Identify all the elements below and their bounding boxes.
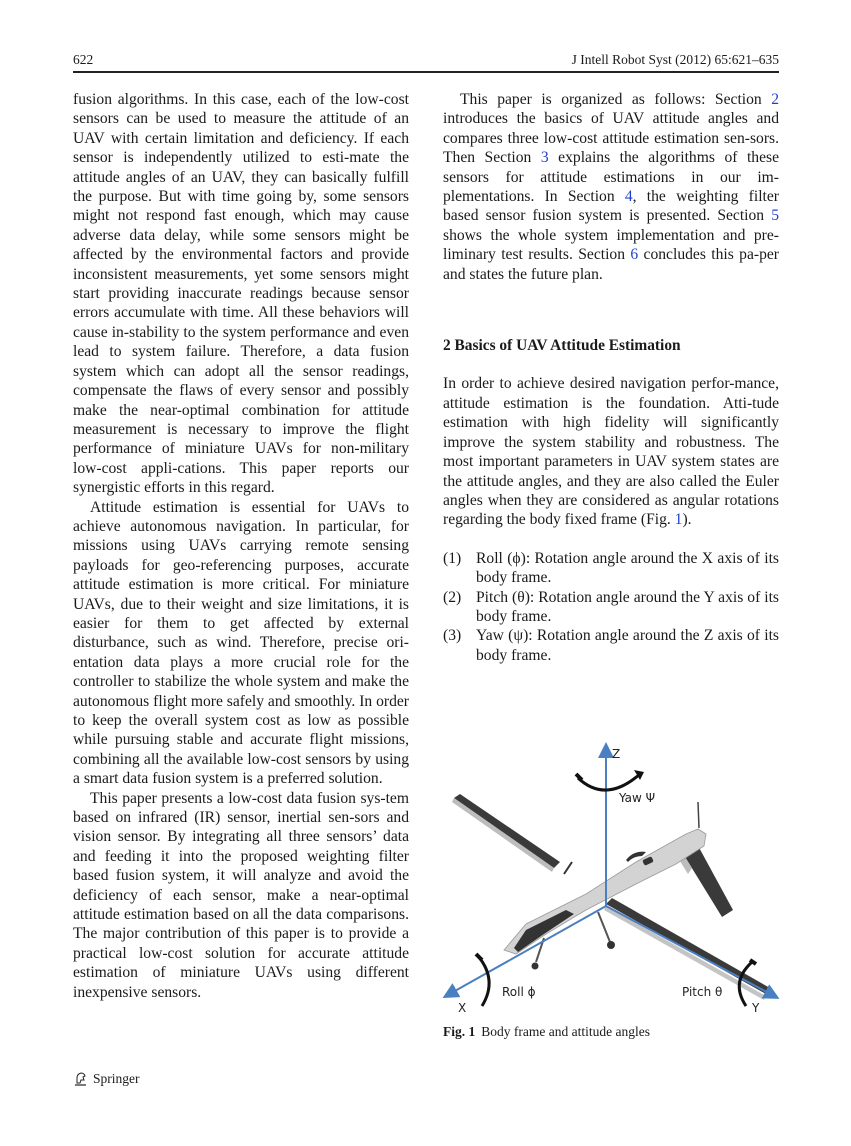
section-6-link[interactable]: 6 bbox=[630, 246, 639, 264]
springer-horse-icon bbox=[73, 1071, 89, 1087]
section-4-link[interactable]: 4 bbox=[624, 188, 633, 206]
section-heading: 2 Basics of UAV Attitude Estimation bbox=[443, 337, 681, 355]
euler-angle-list bbox=[443, 549, 779, 665]
text-run: In order to achieve desired navigation perfor-mance, attitude estimation is the foundation. Atti-tude estimation with high fidelity will significantly improve the system stability and robustness. The most important parameters in UAV system states are the attitude angles, and they are also called the Euler angles when they are considered as angular rotations regarding the body fixed frame (Fig. bbox=[443, 375, 779, 529]
body-frame-axes bbox=[446, 746, 776, 997]
publisher-footer bbox=[73, 1071, 140, 1087]
section-2-link[interactable]: 2 bbox=[771, 91, 779, 108]
figure-caption-text: Body frame and attitude angles bbox=[481, 1024, 650, 1039]
list-text: Roll (ϕ): Rotation angle around the X axis of its body frame. bbox=[476, 549, 779, 587]
paragraph: Attitude estimation is essential for UAVs to achieve autonomous navigation. In particular, for missions using UAVs carrying remote sensing payloads for geo-referencing purposes, accurate attitude estimation is more critical. For miniature UAVs, due to their weight and size limitations, it is easier for them to get affected by external disturbance, such as wind. Therefore, precise ori-entation data plays a more crucial role for the controller to stabilize the whole system and make the autonomous flight more safely and smoothly. In order to keep the overall system cost as low as possible while pursuing stable and accurate flight missions, combining all the available low-cost sensors by using a smart data fusion system is a preferred solution. bbox=[73, 498, 409, 788]
paragraph: fusion algorithms. In this case, each of the low-cost sensors can be used to measure the attitude of an UAV with certain limitation and deficiency. If each sensor is independently utilized to esti-mate the attitude angles of an UAV, they can basically fulfill the purpose. But with time going by, some sensors might not respond fast enough, which may cause adverse data delay, while some sensors might be affected by the environmental factors and provide inconsistent measurements, yet some sensors might start providing inaccurate readings because sensor errors accumulate with time. All these behaviors will cause in-stability to the system performance and even lead to system failure. Therefore, a data fusion system which can adopt all the sensor readings, compensate the flaws of every sensor and possibly make the near-optimal combination for attitude measurement is necessary to improve the flight performance of miniature UAVs for non-military low-cost appli-cations. This paper reports our synergistic efforts in this regard. bbox=[73, 91, 409, 497]
text-run: introduces the basics of UAV attitude angles and compares three low-cost attitude estimation sen-sors. Then Section bbox=[443, 110, 779, 167]
list-number: (3) bbox=[443, 627, 462, 645]
list-item bbox=[443, 626, 779, 665]
y-axis-label: Y bbox=[752, 1001, 760, 1014]
right-column bbox=[443, 90, 779, 665]
paragraph: This paper presents a low-cost data fusion sys-tem based on infrared (IR) sensor, inertial sen-sors and vision sensor. By integrating all three sensors’ data and feeding it into the proposed weighting filter based fusion system, it will analyze and avoid the deficiency of each sensor, make a near-optimal attitude estimation based on all the data comparisons. The major contribution of this paper is to provide a practical low-cost solution for accurate attitude estimation of miniature UAVs using different inexpensive sensors. bbox=[73, 789, 409, 1001]
figure-caption bbox=[443, 1024, 650, 1040]
list-number: (2) bbox=[443, 588, 462, 606]
left-column bbox=[73, 90, 409, 1002]
list-text: Yaw (ψ): Rotation angle around the Z axis of its body frame. bbox=[476, 627, 779, 664]
figure-1-link[interactable]: 1 bbox=[674, 511, 683, 529]
x-axis-label: X bbox=[458, 1001, 467, 1014]
section-3-link[interactable]: 3 bbox=[540, 149, 549, 167]
page-number: 622 bbox=[73, 52, 94, 67]
list-text: Pitch (θ): Rotation angle around the Y axis of its body frame. bbox=[476, 588, 779, 625]
list-item bbox=[443, 549, 779, 588]
text-run: , the weighting filter based sensor fusion system is presented. Section bbox=[443, 188, 779, 225]
y-axis bbox=[606, 906, 776, 997]
left-wing bbox=[452, 794, 560, 872]
x-axis bbox=[446, 906, 606, 996]
figure-1-uav-diagram bbox=[436, 734, 786, 1014]
journal-citation: J Intell Robot Syst (2012) 65:621–635 bbox=[571, 52, 779, 67]
yaw-rotation-arrow-icon bbox=[576, 770, 644, 790]
organization-paragraph bbox=[443, 90, 779, 284]
section-5-link[interactable]: 5 bbox=[771, 207, 779, 225]
text-run: explains the algorithms of these sensors for attitude estimations in our im-plementations. In Section bbox=[443, 149, 779, 206]
text-run: ). bbox=[682, 511, 692, 529]
text-run: shows the whole system implementation and pre-liminary test results. Section bbox=[443, 226, 779, 264]
roll-label: Roll ϕ bbox=[502, 985, 536, 999]
header-rule bbox=[73, 71, 779, 73]
roll-rotation-arrow-icon bbox=[476, 954, 489, 1006]
text-run: This paper is organized as follows: Section bbox=[460, 91, 772, 108]
pitch-label: Pitch θ bbox=[682, 985, 723, 999]
list-number: (1) bbox=[443, 549, 462, 567]
yaw-label: Yaw Ψ bbox=[619, 791, 656, 805]
text-run: concludes this pa-per and states the future plan. bbox=[443, 246, 779, 283]
z-axis-label: Z bbox=[612, 747, 621, 761]
figure-caption-label: Fig. 1 bbox=[443, 1024, 476, 1039]
section-paragraph bbox=[443, 374, 779, 529]
running-header bbox=[73, 50, 779, 72]
publisher-name: Springer bbox=[93, 1071, 140, 1086]
list-item bbox=[443, 588, 779, 627]
